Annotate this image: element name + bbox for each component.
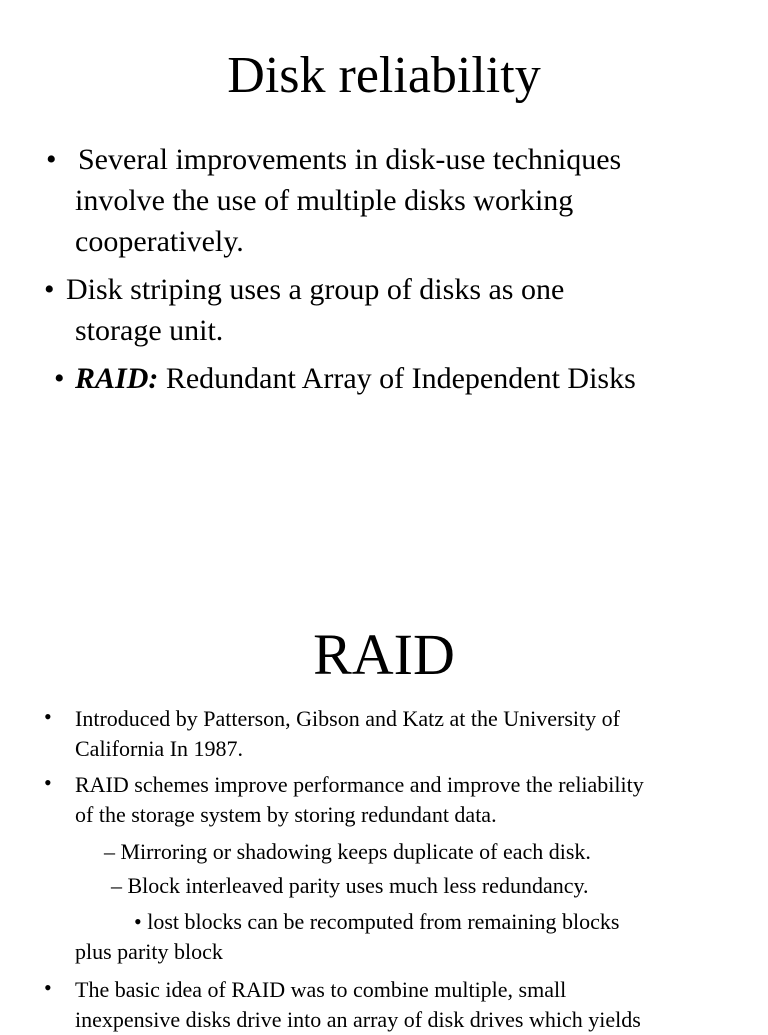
raid-term: RAID: xyxy=(75,362,159,395)
bullet-marker: • xyxy=(46,143,57,176)
slide-raid xyxy=(0,600,768,1032)
slide-disk-reliability xyxy=(0,0,768,512)
bullet-line: Disk striping uses a group of disks as one xyxy=(66,273,565,306)
bullet-marker: • xyxy=(54,362,65,395)
slide-title: Disk reliability xyxy=(227,47,541,104)
raid-definition: Redundant Array of Independent Disks xyxy=(158,362,636,395)
bullet-line xyxy=(75,358,636,399)
bullet-line: California In 1987. xyxy=(75,736,244,761)
sub-bullet-parity: – Block interleaved parity uses much less redundancy. xyxy=(111,873,589,898)
bullet-line: storage unit. xyxy=(75,314,224,347)
slide-title: RAID xyxy=(313,622,455,687)
sub-sub-bullet-lost-blocks: • lost blocks can be recomputed from remaining blocks xyxy=(134,909,620,934)
bullet-marker: • xyxy=(44,273,55,306)
bullet-marker: • xyxy=(44,704,52,729)
bullet-line: Introduced by Patterson, Gibson and Katz at the University of xyxy=(75,706,620,731)
bullet-line: Several improvements in disk-use techniques xyxy=(78,143,622,176)
bullet-line: RAID schemes improve performance and improve the reliability xyxy=(75,772,644,797)
bullet-marker: • xyxy=(44,975,52,1000)
bullet-line: involve the use of multiple disks working xyxy=(75,184,574,217)
bullet-marker: • xyxy=(44,770,52,795)
bullet-line: The basic idea of RAID was to combine multiple, small xyxy=(75,977,567,1002)
bullet-line: of the storage system by storing redundant data. xyxy=(75,802,497,827)
sub-sub-bullet-continuation: plus parity block xyxy=(75,939,223,964)
bullet-line: inexpensive disks drive into an array of disk drives which yields xyxy=(75,1007,641,1032)
bullet-line: cooperatively. xyxy=(75,225,244,258)
sub-bullet-mirroring: – Mirroring or shadowing keeps duplicate of each disk. xyxy=(104,839,591,864)
